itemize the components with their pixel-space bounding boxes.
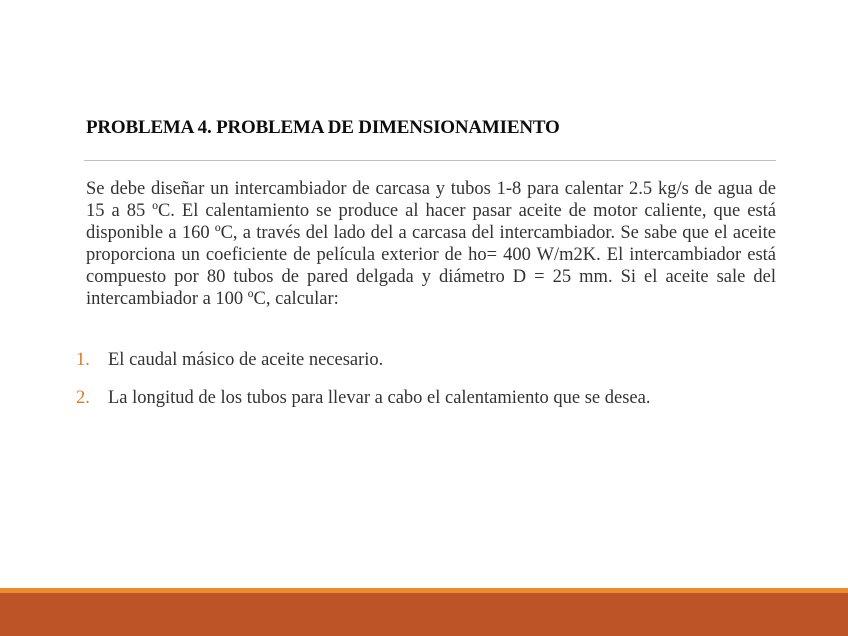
list-number: 1.	[76, 350, 90, 370]
list-number: 2.	[76, 388, 90, 408]
question-list	[76, 349, 796, 425]
slide-title: PROBLEMA 4. PROBLEMA DE DIMENSIONAMIENTO	[86, 117, 560, 138]
list-item	[76, 349, 796, 371]
footer-bar	[0, 593, 848, 636]
title-divider	[84, 160, 776, 161]
list-item-text: El caudal másico de aceite necesario.	[108, 350, 384, 370]
list-item	[76, 387, 796, 409]
problem-statement: Se debe diseñar un intercambiador de carcasa y tubos 1-8 para calentar 2.5 kg/s de agua de 15 a 85 ºC. El calentamiento se produce al hacer pasar aceite de motor caliente, que está disponible a 160 ºC, a través del lado del a carcasa del intercambiador. Se sabe que el aceite proporciona un coeficiente de película exterior de ho= 400 W/m2K. El intercambiador está compuesto por 80 tubos de pared delgada y diámetro D = 25 mm. Si el aceite sale del intercambiador a 100 ºC, calcular:	[86, 179, 776, 309]
list-item-text: La longitud de los tubos para llevar a cabo el calentamiento que se desea.	[108, 388, 651, 408]
